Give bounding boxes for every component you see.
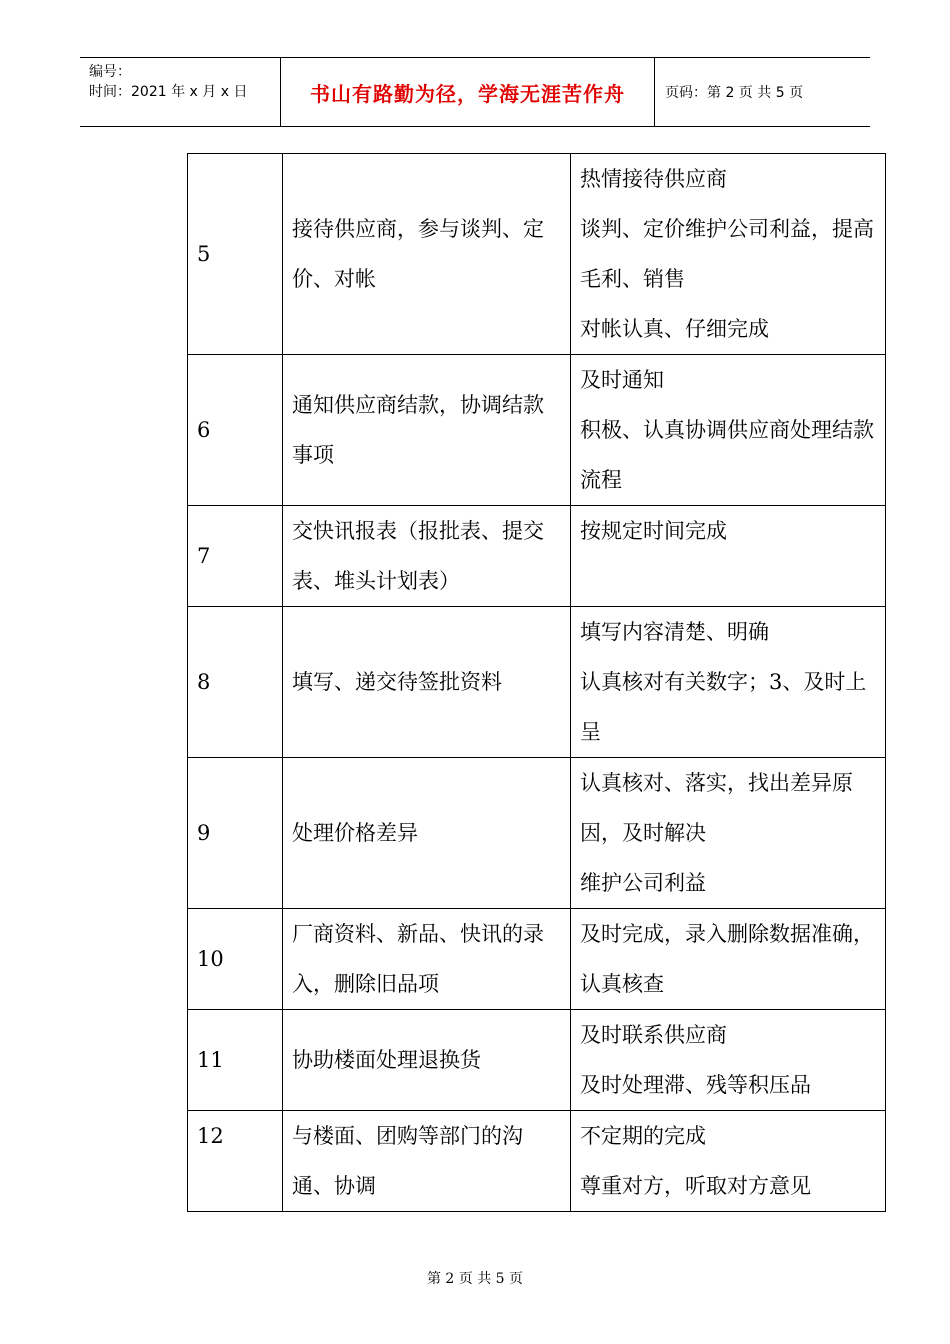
table-row <box>188 607 886 758</box>
row-standard <box>571 355 886 506</box>
row-task: 厂商资料、新品、快讯的录入，删除旧品项 <box>283 909 571 1010</box>
table-row <box>188 355 886 506</box>
row-task: 填写、递交待签批资料 <box>283 607 571 758</box>
row-number: 6 <box>188 355 283 506</box>
standard-line: 维护公司利益 <box>580 871 706 895</box>
row-standard <box>571 607 886 758</box>
table-row <box>188 758 886 909</box>
table-row <box>188 909 886 1010</box>
page-footer: 第 2 页 共 5 页 <box>426 1271 524 1287</box>
row-task: 通知供应商结款，协调结款事项 <box>283 355 571 506</box>
row-number: 9 <box>188 758 283 909</box>
standard-line: 按规定时间完成 <box>580 519 727 543</box>
standard-line: 对帐认真、仔细完成 <box>580 317 769 341</box>
header-motto: 书山有路勤为径，学海无涯苦作舟 <box>310 81 625 106</box>
row-standard <box>571 154 886 355</box>
standard-line: 及时完成，录入删除数据准确，认真核查 <box>580 922 874 996</box>
row-standard <box>571 1111 886 1212</box>
duty-table <box>187 153 886 1212</box>
row-number: 5 <box>188 154 283 355</box>
table-row <box>188 1111 886 1212</box>
row-number: 8 <box>188 607 283 758</box>
standard-line: 认真核对有关数字；3、及时上呈 <box>580 670 867 744</box>
row-task: 接待供应商，参与谈判、定价、对帐 <box>283 154 571 355</box>
standard-line: 认真核对、落实，找出差异原因，及时解决 <box>580 771 853 845</box>
standard-line: 及时处理滞、残等积压品 <box>580 1073 811 1097</box>
row-number: 10 <box>188 909 283 1010</box>
table-row <box>188 154 886 355</box>
row-number: 11 <box>188 1010 283 1111</box>
document-number-label: 编号： <box>89 64 131 80</box>
table-row <box>188 1010 886 1111</box>
row-task: 交快讯报表（报批表、提交表、堆头计划表） <box>283 506 571 607</box>
standard-line: 及时通知 <box>580 368 664 392</box>
header-motto-cell <box>281 58 655 126</box>
document-date: 时间：2021 年 x 月 x 日 <box>89 84 248 100</box>
standard-line: 积极、认真协调供应商处理结款流程 <box>580 418 874 492</box>
standard-line: 尊重对方，听取对方意见 <box>580 1174 811 1198</box>
duty-table-body <box>188 154 886 1212</box>
standard-line: 热情接待供应商 <box>580 167 727 191</box>
standard-line: 填写内容清楚、明确 <box>580 620 769 644</box>
row-task: 处理价格差异 <box>283 758 571 909</box>
row-standard <box>571 909 886 1010</box>
standard-line: 不定期的完成 <box>580 1124 706 1148</box>
row-number: 12 <box>188 1111 283 1212</box>
row-task: 与楼面、团购等部门的沟通、协调 <box>283 1111 571 1212</box>
header-page-info: 页码：第 2 页 共 5 页 <box>665 85 804 101</box>
row-standard <box>571 1010 886 1111</box>
page-header <box>80 57 870 127</box>
row-number: 7 <box>188 506 283 607</box>
row-standard <box>571 506 886 607</box>
standard-line: 及时联系供应商 <box>580 1023 727 1047</box>
standard-line: 谈判、定价维护公司利益，提高毛利、销售 <box>580 217 874 291</box>
header-page-info-cell <box>655 58 870 126</box>
table-row <box>188 506 886 607</box>
row-standard <box>571 758 886 909</box>
header-meta <box>80 58 281 126</box>
row-task: 协助楼面处理退换货 <box>283 1010 571 1111</box>
